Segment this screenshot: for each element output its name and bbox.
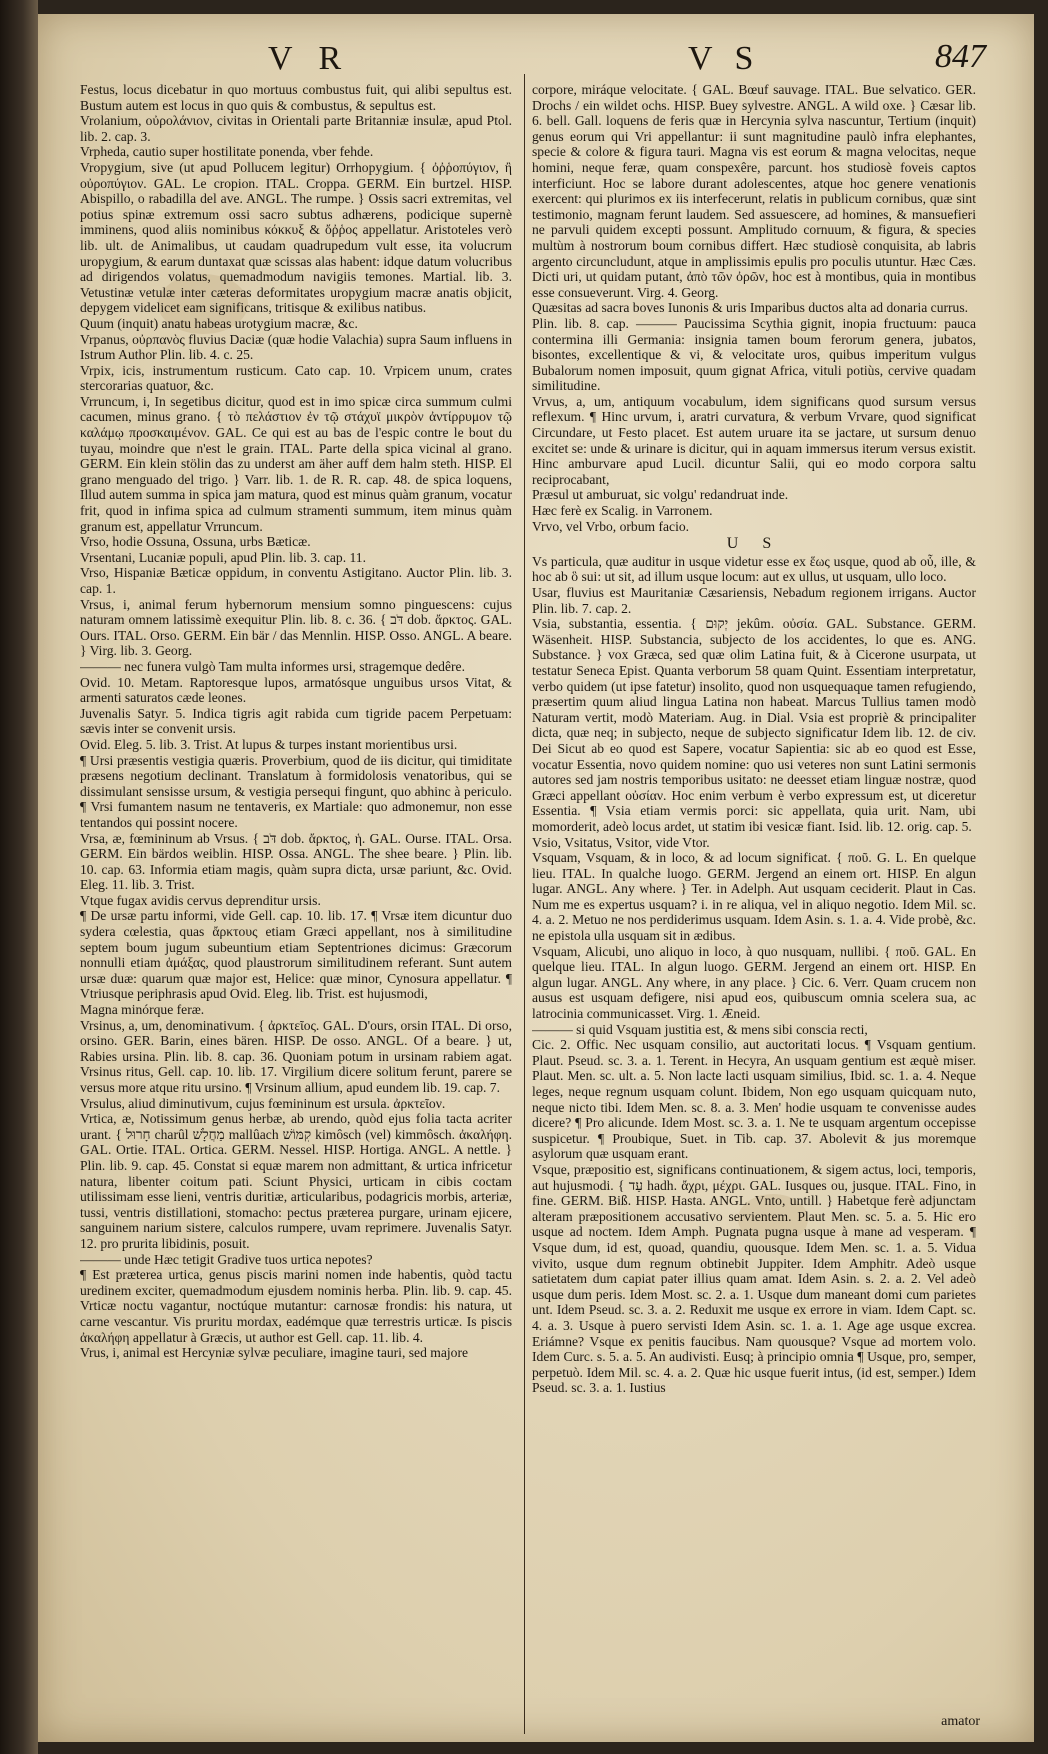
- dictionary-entry: Vsquam, Vsquam, & in loco, & ad locum significat. { ποῦ. G. L. En quelque lieu. ITAL. In qualche luogo. GERM. Jergend an einem ort. HISP. En algun lugar. ANGL. Any where. } Ter. in Adelph. Aut usquam ceciderit. Plaut in Cas. Num me es expertus usquam? i. in re aliqua, vel in aliquo negotio. Idem Mil. sc. 4. a. 2. Metuo ne nos perdiderimus usquam. Idem Asin. s. 1. a. 4. Vide probè, &c. ne epistola ulla usquam sit in ædibus.: [532, 850, 976, 944]
- dictionary-entry: Vrso, hodie Ossuna, Ossuna, urbs Bæticæ.: [80, 534, 311, 550]
- dictionary-entry: Ovid. Eleg. 5. lib. 3. Trist. At lupus & turpes instant morientibus ursi.: [80, 736, 458, 752]
- dictionary-entry: Quum (inquit) anatu habeas urotygium macræ, &c.: [80, 315, 358, 331]
- dictionary-entry: Vrsus, i, animal ferum hybernorum mensium somno pinguescens: cujus naturam omnem latissimè exequitur Plin. lib. 8. c. 36. { דֹּב dob. ἄρκτος. GAL. Ours. ITAL. Orso. GERM. Ein bär / das Mennlin. HISP. Osso. ANGL. A beare. } Virg. lib. 3. Georg.: [80, 596, 512, 659]
- dictionary-entry: Præsul ut amburuat, sic volgu' redandruat inde.: [532, 487, 789, 503]
- dictionary-entry: Juvenalis Satyr. 5. Indica tigris agit rabida cum tigride pacem Perpetuam: sævis inter se convenit ursis.: [80, 705, 512, 737]
- dictionary-entry: ——— nec funera vulgò Tam multa informes ursi, stragemque dedêre.: [80, 658, 465, 674]
- dictionary-entry: Vrsinus, a, um, denominativum. { ἀρκτεῖος. GAL. D'ours, orsin ITAL. Di orso, orsino. GER. Barin, eines bären. HISP. De osso. ANGL. Of a beare. } ut, Rabies ursina. Plin. lib. 8. cap. 36. Quoniam potum in ursinam rabiem agat. Vrsinus ritus, Gell. cap. 10. lib. 17. Virgilium dicere solitum ferunt, parere se versus more atque ritu ursino. ¶ Vrsinum allium, apud eundem lib. 19. cap. 7.: [80, 1017, 512, 1095]
- dictionary-entry: Quæsitas ad sacra boves Iunonis & uris Imparibus ductos alta ad donaria currus.: [532, 300, 969, 316]
- dictionary-entry: Vrolanium, οὐρολάνιον, civitas in Orientali parte Britanniæ insulæ, apud Ptol. lib. 2. cap. 3.: [80, 113, 512, 144]
- dictionary-entry: Vrpanus, οὐρπανὸς fluvius Daciæ (quæ hodie Valachia) supra Saum influens in Istrum Author Plin. lib. 4. c. 25.: [80, 331, 512, 363]
- page-number: 847: [935, 38, 986, 75]
- dictionary-entry: Usar, fluvius est Mauritaniæ Cæsariensis, Nebadum regionem irrigans. Auctor Plin. lib. 7. cap. 2.: [532, 585, 976, 616]
- dictionary-entry: ¶ De ursæ partu informi, vide Gell. cap. 10. lib. 17. ¶ Vrsæ item dicuntur duo sydera cœlestia, quas ἄρκτους etiam Græci appellant, nos à similitudine septem boum jugum subeuntium etiam Septentriones dicimus: Græcorum nonnulli etiam ἁμάξας, quod plaustrorum similitudinem referant. Sunt autem ursæ duæ: quarum quæ major est, Helice: quæ minor, Cynosura appellatur. ¶ Vtriusque periphrasis apud Ovid. Eleg. lib. Trist. est hujusmodi,: [80, 908, 512, 1002]
- dictionary-entry: Vropygium, sive (ut apud Pollucem legitur) Orrhopygium. { ὀῤῥοπύγιον, ἢ οὐροπύγιον. GAL. Le cropion. ITAL. Croppa. GERM. Ein burtzel. HISP. Abispillo, o rabadilla del ave. ANGL. The rumpe. } Ossis sacri extremitas, vel potius spinæ extremum ossi sacro subtus adhærens, podicique supernè imminens, quod aliis nominibus κόκκυξ & ὄῤῥος appellatur. Aristoteles verò lib. ult. de Animalibus, ut caudam quadrupedum vult esse, ita volucrum uropygium, & earum duntaxat quæ scissas alas habent: idque datum volucribus ad dirigendos volatus, quemadmodum navigiis temones. Martial. lib. 3. Vetustinæ vetulæ inter cæteras deformitates uropygium macræ anatis objicit, depygem videlicet eam significans, tritisque & exilibus natibus.: [80, 159, 512, 316]
- dictionary-entry: ¶ Est præterea urtica, genus piscis marini nomen inde habentis, quòd tactu uredinem exciter, quemadmodum ejusdem nominis herba. Plin. lib. 9. cap. 45. Vrticæ noctu vagantur, noctúque mutantur: carnosæ frondis: his natura, ut carne vescantur. Vis pruritu mordax, eadémque quæ terrestris urticæ. Is piscis ἀκαλήφη appellatur à Græcis, ut author est Gell. cap. 11. lib. 4.: [80, 1267, 512, 1345]
- section-heading: U S: [726, 535, 782, 553]
- dictionary-entry: Vrso, Hispaniæ Bæticæ oppidum, in conventu Astigitano. Auctor Plin. lib. 3. cap. 1.: [80, 565, 512, 596]
- running-header: [38, 32, 1034, 82]
- dictionary-entry: Vsia, substantia, essentia. { יְקוּם jekûm. οὐσία. GAL. Substance. GERM. Wäsenheit. HISP. Substancia, subjecto de los accidentes, lo que es. ANG. Substance. } vox Græca, sed quæ olim Latina fuit, & à Cicerone usurpata, ut testatur Seneca Epist. Quanta verborum 58 quam Quint. Essentiam interpretatur, verbo quidem (ut ipse fatetur) insolito, quod non usquequaque tamen refugiendo, præsertim quum aliud lingua Latina non habeat. Marcus Tullius tamen modò Naturam vertit, modò Materiam. Aug. in Dial. Vsia est propriè & principaliter dicta, quæ neq; in subjecto, neque de subjecto significatur Idem lib. 12. de civ. Dei Sicut ab eo quod est Sapere, vocatur Sapientia: sic ab eo quod est Esse, vocatur Essentia, novo quidem nomine: quo usi veteres non sunt Latini sermonis autores sed jam nostris temporibus usitato: ne deesset etiam linguæ nostræ, quod Græci appellant οὐσίαν. Hoc enim verbum è verbo expressum est, ut diceretur Essentia. ¶ Vsia etiam vermis porci: sic appellata, quia urit. Nam, ubi momorderit, adeò locus ardet, ut statim ibi vesicæ fiant. Isid. lib. 12. orig. cap. 5.: [532, 616, 976, 834]
- dictionary-entry: Cic. 2. Offic. Nec usquam consilio, aut auctoritati locus. ¶ Vsquam gentium. Plaut. Pseud. sc. 3. a. 1. Terent. in Hecyra, An usquam gentium est æquè miser. Plaut. Men. sc. ult. a. 5. Non lacte lacti usquam similius, Ibid. sc. 1. a. 4. Neque leges, neque regnum usquam colunt. Ibidem, Non ego usquam quicquam nuto, neque nicto tibi. Idem Men. sc. 8. a. 3. Men' hodie usquam te convenisse audes dicere? ¶ Pro alicunde. Idem Most. sc. 3. a. 1. Ne te usquam argentum occepisse suspicetur. ¶ Proubique, Suet. in Tib. cap. 37. Abolevit & jus moremque asylorum quæ usquam erant.: [532, 1037, 976, 1162]
- book-page: [38, 14, 1034, 1742]
- dictionary-entry: Vsque, præpositio est, significans continuationem, & sigem actus, loci, temporis, aut hujusmodi. { עַד hadh. ἄχρι, μέχρι. GAL. Iusques ou, jusque. ITAL. Fino, in fine. GERM. Biß. HISP. Hasta. ANGL. Vnto, untill. } Habetque ferè adjunctam alteram præpositionem accusativo servientem. Plaut Men. sc. 5. a. 5. Hic ero usque ad noctem. Idem Amph. Pugnata pugna usque à mane ad vesperam. ¶ Vsque dum, id est, quoad, quandiu, quousque. Idem Men. sc. 1. a. 5. Vidua vivito, usque dum regnum obtinebit Juppiter. Idem Amphitr. Adeò usque satietatem dum capiat pater illius quam amat. Idem Asin. s. 2. a. 2. Vel adeò usque dum peris. Idem Most. sc. 2. a. 1. Usque dum maneant domi cum parietes unt. Idem Pseud. sc. 3. a. 2. Reduxit me usque ex errore in viam. Idem Capt. sc. 4. a. 3. Usque à puero servisti Idem Asin. sc. 1. a. 1. Age age usque excrea. Eriámne? Vsque ex penitis faucibus. Nam quousque? Vsque ad mortem volo. Idem Curc. s. 5. a. 5. An audivisti. Eusq; à principio omnia ¶ Usque, pro, semper, perpetuò. Idem Mil. sc. 4. a. 2. Quæ hic usque fuerit intus, (id est, semper.) Idem Pseud. sc. 3. a. 1. Iustius: [532, 1161, 976, 1396]
- binding-edge: [0, 0, 38, 1754]
- dictionary-entry: Plin. lib. 8. cap. ——— Paucissima Scythia gignit, inopia fructuum: pauca contermina illi Germania: insignia tamen boum ferorum genera, jubatos, bisontes, excellentique & vi, & velocitate uros, quibus imperitum vulgus Bubalorum nomen imposuit, quum gignat Africa, vituli potiùs, cervive quadam similitudine.: [532, 315, 976, 394]
- dictionary-entry: Vrruncum, i, In segetibus dicitur, quod est in imo spicæ circa summum culmi cacumen, minus grano. { τὸ πελάστιον ἐν τῷ στάχυϊ μικρὸν ἀντίρρυμον τῷ καλάμῳ προσκαιμένον. GAL. Ce qui est au bas de l'espic contre le bout du tuyau, moindre que n'est le grain. ITAL. Parte della spica vicinal al grano. GERM. Ein klein stölin das zu underst am äher auff dem halm steth. HISP. El grano menguado del trigo. } Varr. lib. 1. de R. R. cap. 48. de spica loquens, Illud autem summa in spica jam matura, quod est minus quàm granum, vocatur frit, quod in infima spica ad culmum stramenti summum, item minus quàm granum est, appellatur Vrruncum.: [80, 393, 512, 534]
- dictionary-entry: Festus, locus dicebatur in quo mortuus combustus fuit, qui alibi sepultus est. Bustum autem est locus in quo quis & combustus, & sepultus est.: [80, 82, 512, 113]
- dictionary-entry: Ovid. 10. Metam. Raptoresque lupos, armatósque unguibus ursos Vitat, & armenti saturatos cæde leones.: [80, 674, 512, 706]
- dictionary-entry: Vs particula, quæ auditur in usque videtur esse ex ἕως usque, quod ab οὗ, ille, & hoc ab ὃ sui: ut sit, ad illum usque locum: aut ex ullus, ut usquam, ullo loco.: [532, 553, 976, 585]
- dictionary-entry: Magna minórque feræ.: [80, 1002, 205, 1018]
- dictionary-entry: Vrpix, icis, instrumentum rusticum. Cato cap. 10. Vrpicem unum, crates stercorarias quatuor, &c.: [80, 362, 512, 394]
- dictionary-entry: Hæc ferè ex Scalig. in Varronem.: [532, 503, 713, 519]
- right-column: [532, 82, 976, 1722]
- dictionary-entry: Vsio, Vsitatus, Vsitor, vide Vtor.: [532, 834, 710, 850]
- dictionary-entry: corpore, miráque velocitate. { GAL. Bœuf sauvage. ITAL. Bue selvatico. GER. Drochs / ein wildet ochs. HISP. Buey sylvestre. ANGL. A wild oxe. } Cæsar lib. 6. bell. Gall. loquens de feris quæ in Hercynia sylva nascuntur, Tertium (inquit) genus eorum qui Vri appellantur: ii sunt magnitudine paulò infra elephantes, specie & colore & figura tauri. Magna vis est eorum & magna velocitas, neque homini, neque feræ, quam conspexêre, parcunt. hos studiosè foveis captos interficiunt. Hoc se labore durant adolescentes, atque hoc genere venationis exercent: qui plurimos ex iis interfecerunt, relatis in publicum cornibus, quæ sint testimonio, magnam ferunt laudem. Sed assuescere, ad homines, & mansuefieri ne parvuli quidem excepti possunt. Amplitudo cornuum, & figura, & species multùm à nostrorum boum cornibus differt. Hæc studiosè conquisita, ab labris argento circuncludunt, atque in amplissimis epulis pro poculis utuntur. Hæc Cæs. Dicti uri, ut quidam putant, ἀπὸ τῶν ὀρῶν, hoc est à montibus, quia in montibus esse consueverunt. Virg. 4. Georg.: [532, 82, 976, 300]
- dictionary-entry: Vrtica, æ, Notissimum genus herbæ, ab urendo, quòd ejus folia tacta acriter urant. { חָרוּל charûl מַחֲלָשׁ mallûach קִמּוֹשׁ kimôsch (vel) kimmôsch. ἀκαλήφη. GAL. Ortie. ITAL. Ortica. GERM. Nessel. HISP. Hortiga. ANGL. A nettle. } Plin. lib. 9. cap. 45. Constat si equæ marem non admittant, & urtica infricetur natura, libenter coitum pati. Sciunt Physici, urticam in cibis coctam utilissimam esse lieni, ventris duritiæ, articularibus, podagricis morbis, arteriæ, tussi, ventris distillationi, stomacho: pectus præterea purgare, urinam ejicere, sanguinem narium sistere, calculos rumpere, uvam reprimere. Juvenalis Satyr. 12. pro prurita libidinis, posuit.: [80, 1111, 512, 1251]
- dictionary-entry: Vrsulus, aliud diminutivum, cujus fœmininum est ursula. ἀρκτεῖον.: [80, 1095, 446, 1111]
- dictionary-entry: ——— unde Hæc tetigit Gradive tuos urtica nepotes?: [80, 1251, 373, 1267]
- dictionary-entry: Vrvo, vel Vrbo, orbum facio.: [532, 518, 690, 534]
- dictionary-entry: Vrpheda, cautio super hostilitate ponenda, vber fehde.: [80, 144, 374, 160]
- catchword: amator: [941, 1714, 980, 1729]
- header-right-letters: VS: [688, 40, 776, 77]
- dictionary-entry: Vrvus, a, um, antiquum vocabulum, idem significans quod sursum versus reflexum. ¶ Hinc urvum, i, aratri curvatura, & verbum Vrvare, quod significat Circundare, ut Festo placet. Est autem uruare ita se jactare, ut sursum denuo excitet se: unde & urinare is dicitur, qui in aquam immersus iterum versus existit. Hinc amburvare apud Lucil. dicuntur Salii, qui eo modo corpora saltu reciprocabant,: [532, 393, 976, 487]
- header-left-letters: VR: [268, 40, 368, 77]
- column-divider: [524, 74, 525, 1734]
- dictionary-entry: ¶ Ursi præsentis vestigia quæris. Proverbium, quod de iis dicitur, qui timiditate præsens negotium declinant. Translatum à formidolosis venatoribus, qui se dissimulant sensisse ursum, & vestigia persequi fingunt, quo abhinc à periculo. ¶ Vrsi fumantem nasum ne tentaveris, ex Martiale: quo admonemur, non esse tentandos qui possint nocere.: [80, 752, 512, 830]
- dictionary-entry: Vtque fugax avidis cervus deprenditur ursis.: [80, 892, 321, 908]
- dictionary-entry: Vrsentani, Lucaniæ populi, apud Plin. lib. 3. cap. 11.: [80, 549, 366, 565]
- left-column: [80, 82, 512, 1722]
- dictionary-entry: Vrsa, æ, fœmininum ab Vrsus. { דֹּב dob. ἄρκτος, ἡ. GAL. Ourse. ITAL. Orsa. GERM. Ein bärdos weiblin. HISP. Ossa. ANGL. The shee beare. } Plin. lib. 10. cap. 63. Informia etiam magis, quàm supra dicta, ursæ pariunt, &c. Ovid. Eleg. 11. lib. 3. Trist.: [80, 830, 512, 893]
- dictionary-entry: ——— si quid Vsquam justitia est, & mens sibi conscia recti,: [532, 1021, 868, 1037]
- dictionary-entry: Vrus, i, animal est Hercyniæ sylvæ peculiare, imagine tauri, sed majore: [80, 1345, 469, 1361]
- dictionary-entry: Vsquam, Alicubi, uno aliquo in loco, à quo nusquam, nullibi. { ποῦ. GAL. En quelque lieu. ITAL. In algun luogo. GERM. Jergend an einem ort. HISP. En algun lugar. ANGL. Any where, in any place. } Cic. 6. Verr. Quam crucem non ausus est usquam defigere, nisi apud eos, quibuscum omnia scelera sua, ac latrocinia communicasset. Virg. 1. Æneid.: [532, 943, 976, 1022]
